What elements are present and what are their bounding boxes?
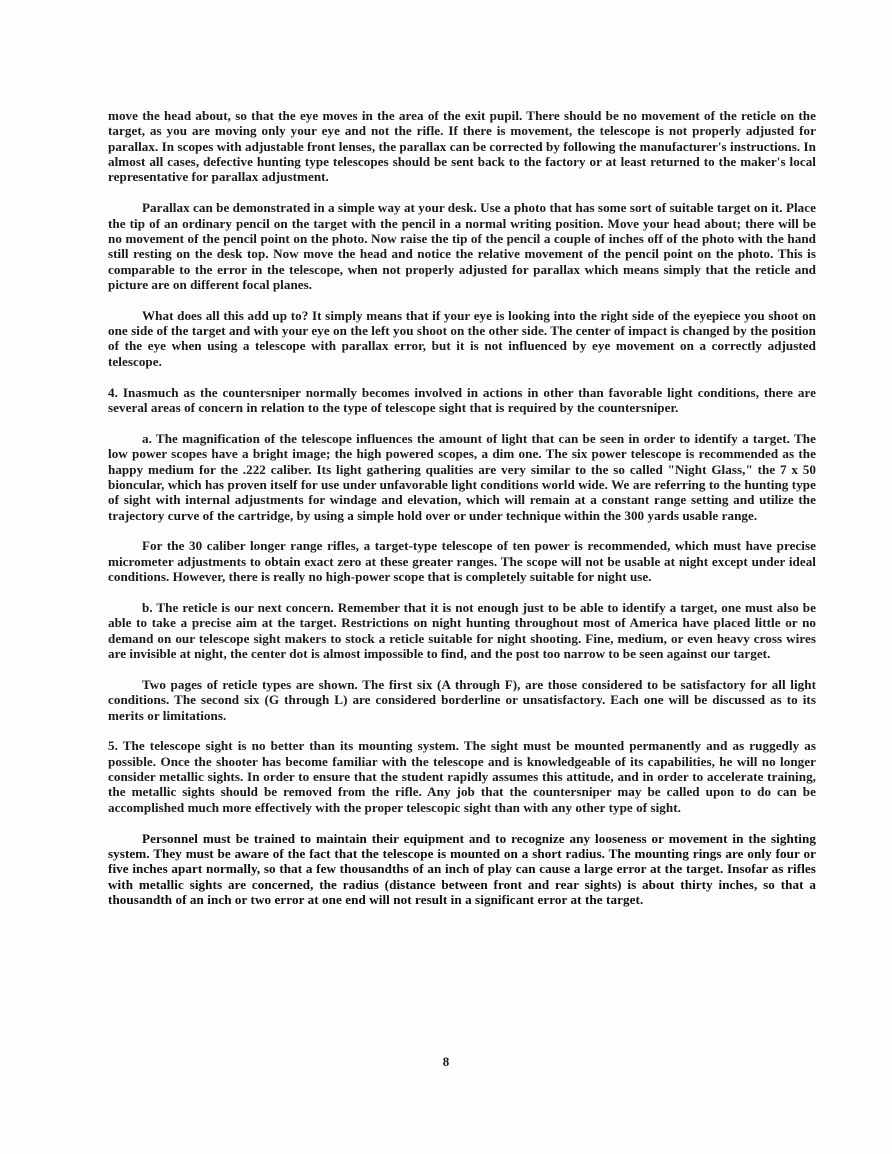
body-text — [108, 108, 816, 923]
paragraph-reticle-types: Two pages of reticle types are shown. The first six (A through F), are those considered to be satisfactory for all light conditions. The second six (G through L) are considered borderline or unsatisfactory. Each one will be discussed as to its merits or limitations. — [108, 676, 816, 723]
paragraph-4a-magnification: a. The magnification of the telescope influences the amount of light that can be seen in order to identify a target. The low power scopes have a bright image; the high powered scopes, a dim one. The six power telescope is recommended as the happy medium for the .222 caliber. Its light gathering qualities are very similar to the so called "Night Glass," the 7 x 50 bioncular, which has proven itself for use under unfavorable light conditions world wide. We are referring to the hunting type of sight with internal adjustments for windage and elevation, which will remain at a constant range setting and utilize the trajectory curve of the cartridge, by using a simple hold over or under technique within the 300 yards usable range. — [108, 430, 816, 523]
paragraph-personnel-training: Personnel must be trained to maintain their equipment and to recognize any looseness or movement in the sighting system. They must be aware of the fact that the telescope is mounted on a short radius. The mounting rings are only four or five inches apart normally, so that a few thousandths of an inch of play can cause a large error at the target. Insofar as rifles with metallic sights are concerned, the radius (distance between front and rear sights) is about thirty inches, so that a thousandth of an inch or two error at one end will not result in a significant error at the target. — [108, 830, 816, 907]
paragraph-4b-reticle: b. The reticle is our next concern. Remember that it is not enough just to be able to identify a target, one must also be able to take a precise aim at the target. Restrictions on night hunting throughout most of America have placed little or no demand on our telescope sight makers to stock a reticle suitable for night shooting. Fine, medium, or even heavy cross wires are invisible at night, the center dot is almost impossible to find, and the post too narrow to be seen against our target. — [108, 599, 816, 661]
page-number: 8 — [442, 1054, 450, 1069]
paragraph-section-5: 5. The telescope sight is no better than its mounting system. The sight must be mounted permanently and as ruggedly as possible. Once the shooter has become familiar with the telescope and is knowledgeable of its capabilities, he will no longer consider metallic sights. In order to ensure that the student rapidly assumes this attitude, and in order to accelerate training, the metallic sights should be removed from the rifle. Any job that the countersniper may be called upon to do can be accomplished much more effectively with the proper telescopic sight than with any other type of sight. — [108, 738, 816, 815]
paragraph-30-caliber: For the 30 caliber longer range rifles, a target-type telescope of ten power is recommended, which must have precise micrometer adjustments to obtain exact zero at these greater ranges. The scope will not be usable at night except under ideal conditions. However, there is really no high-power scope that is completely suitable for night use. — [108, 538, 816, 585]
paragraph-parallax-demo: Parallax can be demonstrated in a simple way at your desk. Use a photo that has some sort of suitable target on it. Place the tip of an ordinary pencil on the target with the pencil in a normal writing position. Move your head about; there will be no movement of the pencil point on the photo. Now raise the tip of the pencil a couple of inches off of the photo with the hand still resting on the desk top. Now move the head and notice the relative movement of the pencil point on the photo. This is comparable to the error in the telescope, when not properly adjusted for parallax which means simply that the reticle and picture are on different focal planes. — [108, 200, 816, 292]
paragraph-parallax-summary: What does all this add up to? It simply means that if your eye is looking into the right side of the eyepiece you shoot on one side of the target and with your eye on the left you shoot on the other side. The center of impact is changed by the position of the eye when using a telescope with parallax error, but it is not influenced by eye movement on a correctly adjusted telescope. — [108, 307, 816, 369]
paragraph-section-4: 4. Inasmuch as the countersniper normally becomes involved in actions in other than favorable light conditions, there are several areas of concern in relation to the type of telescope sight that is required by the countersniper. — [108, 384, 816, 415]
paragraph-parallax-check: move the head about, so that the eye moves in the area of the exit pupil. There should be no movement of the reticle on the target, as you are moving only your eye and not the rifle. If there is movement, the telescope is not properly adjusted for parallax. In scopes with adjustable front lenses, the parallax can be corrected by following the manufacturer's instructions. In almost all cases, defective hunting type telescopes should be sent back to the factory or at least returned to the maker's local representative for parallax adjustment. — [108, 108, 816, 185]
